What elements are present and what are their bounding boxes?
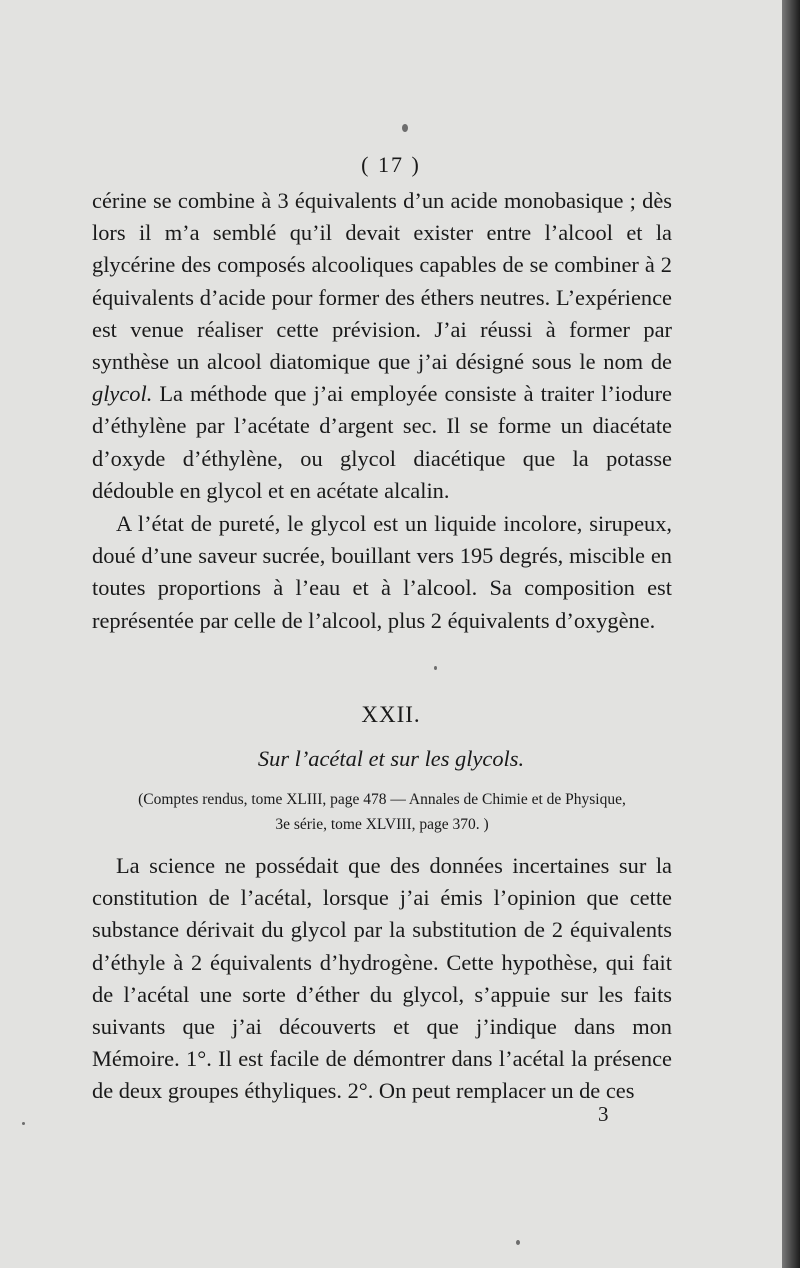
body-text-top [92,185,672,507]
paper-speck [516,1240,520,1245]
body-text-bottom [92,850,672,1108]
signature-mark: 3 [598,1102,609,1126]
section-title: Sur l’acétal et sur les glycols. [257,746,525,771]
paper-speck [434,666,437,670]
italic-term-glycol: glycol. [92,381,153,407]
paragraph-glycol-purity: A l’état de pureté, le glycol est un liquide incolore, sirupeux, doué d’une saveur sucrée, bouillant vers 195 degrés, miscible en toutes proportions à l’eau et à l’alcool. Sa composition est représentée par celle de l’alcool, plus 2 équivalents d’oxygène. [92,511,672,633]
citation-line-2: 3e série, tome XLVIII, page 370. ) [275,816,489,833]
page-number: ( 17 ) [361,152,421,177]
paper-speck [402,124,408,132]
body-text-purity [92,508,672,637]
paragraph-acetal: La science ne possédait que des données incertaines sur la constitution de l’acétal, lorsque j’ai émis l’opinion que cette substance dérivait du glycol par la substitution de 2 équivalents d’éthyle à 2 équivalents d’hydrogène. Cette hypothèse, qui fait de l’acétal une sorte d’éther du glycol, s’appuie sur les faits suivants que j’ai découverts et que j’indique dans mon Mémoire. 1°. Il est facile de démontrer dans l’acétal la présence de deux groupes éthyliques. 2°. On peut remplacer un de ces [92,853,672,1104]
section-numeral: XXII. [361,702,421,727]
page-edge-shadow [782,0,800,1268]
text-run: La méthode que j’ai employée consiste à traiter l’iodure d’éthylène par l’acétate d’argent sec. Il se forme un diacétate d’oxyde d’éthylène, ou glycol diacétique que la potasse dédouble en glycol et en acétate alcalin. [92,381,672,503]
paragraph-glycol-synthesis [92,185,672,507]
text-run: cérine se combine à 3 équivalents d’un acide monobasique ; dès lors il m’a semblé qu’il devait exister entre l’alcool et la glycérine des composés alcooliques capables de se combiner à 2 équivalents d’acide pour former des éthers neutres. L’expérience est venue réaliser cette prévision. J’ai réussi à former par synthèse un alcool diatomique que j’ai désigné sous le nom de [92,188,672,375]
section-citation [92,787,672,837]
citation-line-1: (Comptes rendus, tome XLIII, page 478 — Annales de Chimie et de Physique, [138,791,626,808]
paper-speck [22,1122,25,1125]
